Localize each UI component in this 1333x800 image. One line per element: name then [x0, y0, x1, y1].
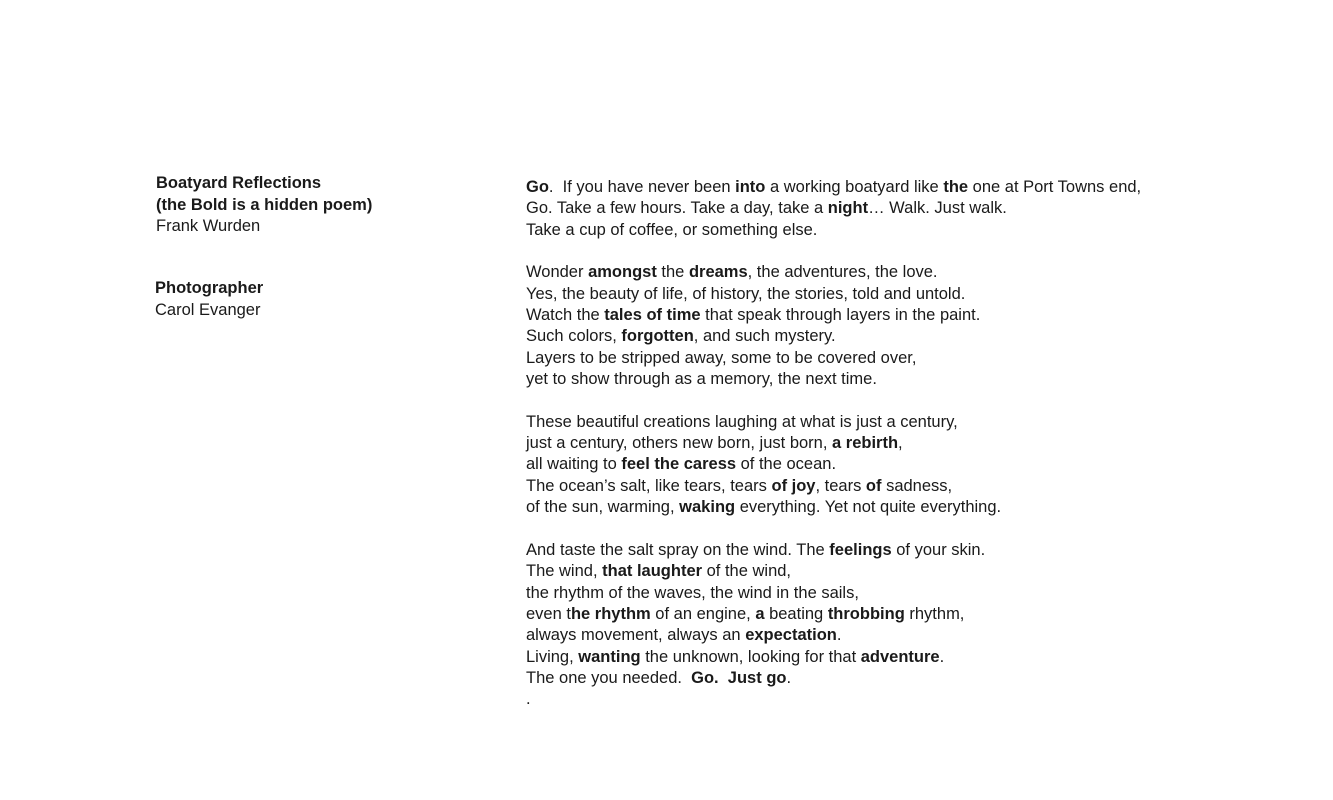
hidden-poem-word: adventure — [860, 647, 940, 666]
hidden-poem-word: tales of time — [604, 306, 701, 325]
hidden-poem-word: Go. Just go — [691, 668, 787, 687]
poem-line — [526, 689, 1141, 710]
poem-line — [526, 583, 1141, 604]
hidden-poem-word: of joy — [771, 476, 816, 495]
poem-line — [526, 497, 1141, 518]
poem-line — [526, 305, 1141, 326]
poem-text: Wonder — [526, 263, 589, 282]
poem-line — [526, 668, 1141, 689]
poem-text: Watch the — [526, 306, 605, 325]
poem-text: . — [836, 626, 842, 645]
poem-text: rhythm, — [904, 604, 965, 623]
poem-text: Layers to be stripped away, some to be covered over, — [526, 348, 917, 367]
poem-text: Take a cup of coffee, or something else. — [526, 220, 818, 239]
poem-text: always movement, always an — [526, 626, 746, 645]
poem-line — [526, 369, 1141, 390]
poem-text: of your skin. — [891, 540, 986, 559]
poem-subtitle: (the Bold is a hidden poem) — [156, 195, 373, 214]
hidden-poem-word: dreams — [688, 263, 748, 282]
poem-text: of the wind, — [702, 562, 792, 581]
poem-text: of the ocean. — [736, 455, 837, 474]
poem-body — [526, 177, 1141, 711]
hidden-poem-word: feel the caress — [621, 455, 737, 474]
photographer-label: Photographer — [155, 279, 264, 297]
poem-text: … Walk. Just walk. — [868, 199, 1007, 218]
poem-text: beating — [764, 604, 828, 623]
poem-text: sadness, — [881, 476, 953, 495]
poem-stanza — [526, 177, 1141, 241]
hidden-poem-word: expectation — [745, 626, 837, 645]
poem-text: a working boatyard like — [765, 178, 944, 196]
poem-text: These beautiful creations laughing at what is just a century, — [526, 412, 958, 431]
poem-line — [526, 177, 1141, 198]
poem-text: Living, — [526, 647, 579, 666]
hidden-poem-word: throbbing — [827, 604, 905, 623]
poem-line — [526, 262, 1141, 283]
poem-text: of the sun, warming, — [526, 498, 680, 517]
credits-block — [156, 173, 372, 238]
hidden-poem-word: feelings — [829, 540, 892, 559]
hidden-poem-word: amongst — [588, 263, 657, 282]
poem-text: The ocean’s salt, like tears, tears — [526, 476, 772, 495]
author-name: Frank Wurden — [156, 217, 261, 235]
poem-title: Boatyard Reflections — [156, 174, 322, 192]
poem-text: . — [786, 668, 792, 687]
hidden-poem-word: the — [943, 178, 969, 196]
poem-text: just a century, others new born, just born, — [526, 434, 833, 453]
poem-text: The wind, — [526, 562, 603, 581]
poem-line — [526, 433, 1141, 454]
hidden-poem-word: Go — [526, 178, 549, 196]
hidden-poem-word: a rebirth — [832, 434, 899, 453]
poem-text: even t — [526, 604, 571, 623]
poem-line — [526, 220, 1141, 241]
poem-text: of an engine, — [650, 604, 756, 623]
poem-line — [526, 647, 1141, 668]
poem-text: . If you have never been — [548, 178, 736, 196]
poem-text: The one you needed. — [526, 668, 692, 687]
poem-text: , — [898, 434, 903, 453]
photographer-block — [155, 278, 263, 321]
hidden-poem-word: he rhythm — [570, 604, 651, 623]
poem-stanza — [526, 262, 1141, 390]
poem-line — [526, 604, 1141, 625]
photographer-name: Carol Evanger — [155, 300, 261, 319]
hidden-poem-word: wanting — [578, 647, 641, 666]
poem-line — [526, 454, 1141, 475]
poem-line — [526, 476, 1141, 497]
poem-text: , tears — [815, 476, 866, 495]
hidden-poem-word: forgotten — [621, 327, 694, 346]
hidden-poem-word: into — [735, 178, 766, 196]
poem-text: all waiting to — [526, 455, 622, 474]
poem-text: everything. Yet not quite everything. — [735, 498, 1002, 517]
poem-text: Yes, the beauty of life, of history, the stories, told and untold. — [526, 284, 966, 303]
poem-line — [526, 348, 1141, 369]
poem-line — [526, 625, 1141, 646]
hidden-poem-word: that laughter — [602, 562, 703, 581]
hidden-poem-word: waking — [679, 498, 736, 517]
poem-text: the unknown, looking for that — [640, 647, 861, 666]
poem-text: , and such mystery. — [693, 327, 836, 346]
poem-text: the rhythm of the waves, the wind in the sails, — [526, 583, 859, 602]
poem-text: the — [656, 263, 689, 282]
poem-text: . — [939, 647, 945, 666]
poem-text: , the adventures, the love. — [747, 263, 938, 282]
hidden-poem-word: of — [865, 476, 882, 495]
poem-line — [526, 284, 1141, 305]
poem-line — [526, 540, 1141, 561]
poem-stanza — [526, 412, 1141, 519]
poem-text: that speak through layers in the paint. — [700, 306, 981, 325]
poem-line — [526, 561, 1141, 582]
poem-text: yet to show through as a memory, the next time. — [526, 370, 877, 389]
poem-text: one at Port Towns end, — [968, 178, 1142, 196]
poem-text: And taste the salt spray on the wind. The — [526, 540, 830, 559]
poem-stanza — [526, 540, 1141, 711]
hidden-poem-word: a — [755, 604, 765, 623]
poem-line — [526, 412, 1141, 433]
poem-text: . — [526, 690, 531, 709]
poem-line — [526, 198, 1141, 219]
hidden-poem-word: night — [827, 199, 869, 218]
poem-text: Go. Take a few hours. Take a day, take a — [526, 199, 828, 218]
poem-line — [526, 326, 1141, 347]
poem-text: Such colors, — [526, 327, 622, 346]
